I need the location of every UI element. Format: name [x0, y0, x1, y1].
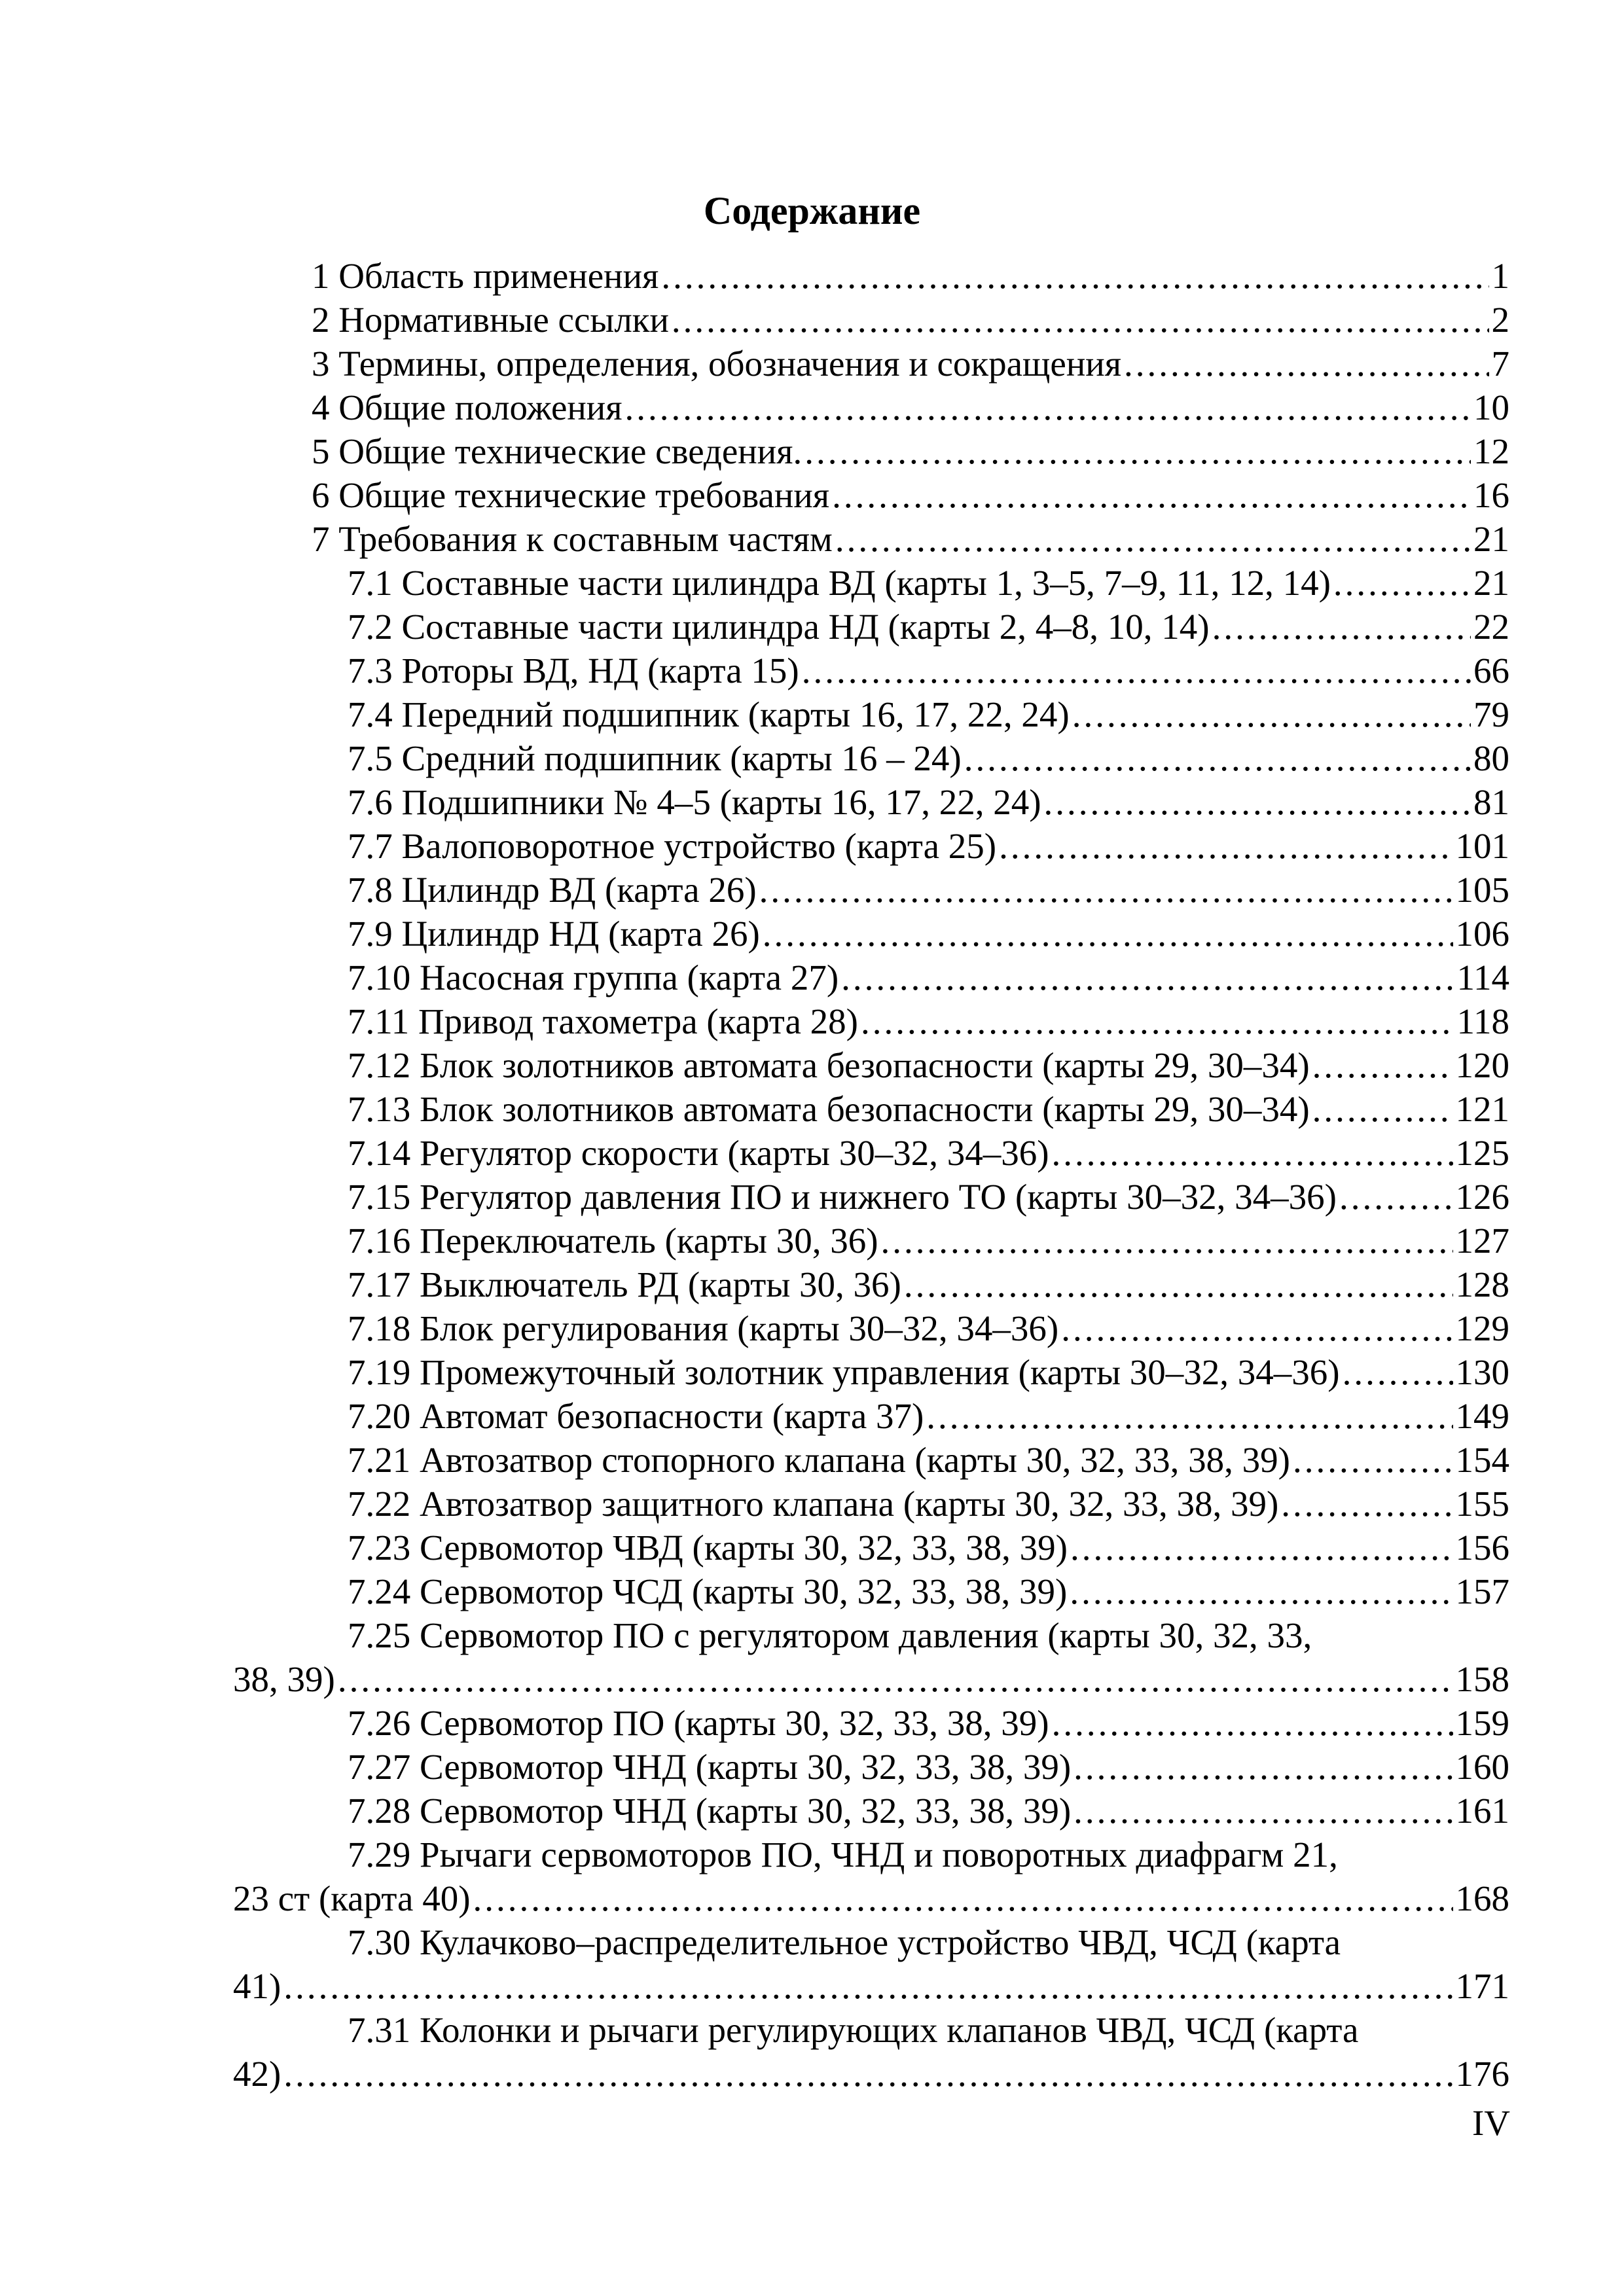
- toc-entry-title: 7.22 Автозатвор защитного клапана (карты 30, 32, 33, 38, 39): [348, 1484, 1279, 1524]
- toc-entry-title: 2 Нормативные ссылки: [312, 300, 669, 340]
- dot-leader: [835, 517, 1471, 561]
- toc-entry: [233, 298, 1509, 342]
- toc-subentry: [233, 1438, 1509, 1482]
- toc-entry-title: 7.17 Выключатель РД (карты 30, 36): [348, 1265, 901, 1304]
- toc-subentry: [233, 1306, 1509, 1350]
- dot-leader: [804, 429, 1471, 473]
- dot-leader: [283, 1964, 1453, 2008]
- dot-leader: [1044, 780, 1471, 824]
- toc-entry-page: 22: [1473, 607, 1509, 647]
- toc-entry-title: 4 Общие положения: [312, 387, 623, 427]
- toc-entry: [233, 429, 1509, 473]
- toc-entry-page: 101: [1455, 826, 1509, 866]
- toc-entry-title: 7.25 Сервомотор ПО с регулятором давления (карты 30, 32, 33,: [348, 1615, 1312, 1655]
- toc-entry-title: 7.4 Передний подшипник (карты 16, 17, 22, 24): [348, 694, 1070, 734]
- toc-subentry: [233, 1394, 1509, 1438]
- toc-entry-title: 6 Общие технические требования: [312, 475, 830, 515]
- toc-subentry: [233, 1833, 1509, 1876]
- toc-entry-page: 21: [1473, 563, 1509, 603]
- toc-subentry: [233, 1175, 1509, 1219]
- toc-subentry: [233, 1043, 1509, 1087]
- toc-subentry: [233, 780, 1509, 824]
- toc-entry: [233, 342, 1509, 386]
- dot-leader: [904, 1263, 1453, 1306]
- toc-entry-title: 7.10 Насосная группа (карта 27): [348, 958, 839, 997]
- toc-entry-page: 160: [1455, 1747, 1509, 1787]
- toc-entry-title: 7.23 Сервомотор ЧВД (карты 30, 32, 33, 38, 39): [348, 1528, 1068, 1568]
- toc-entry: [233, 386, 1509, 429]
- toc-subentry: [233, 1745, 1509, 1789]
- toc-subentry: [233, 1613, 1509, 1657]
- dot-leader: [1212, 605, 1471, 649]
- toc-entry-title: 7.11 Привод тахометра (карта 28): [348, 1001, 858, 1041]
- toc-entry-page: 157: [1455, 1571, 1509, 1611]
- dot-leader: [1312, 1043, 1453, 1087]
- toc-entry-page: 106: [1455, 914, 1509, 954]
- page-title: Содержание: [703, 189, 921, 232]
- toc-entry-page: 16: [1473, 475, 1509, 515]
- dot-leader: [473, 1876, 1453, 1920]
- toc-entry-page: 114: [1456, 958, 1509, 997]
- toc-entry-page: 2: [1491, 300, 1509, 340]
- toc-entry-title: 7.14 Регулятор скорости (карты 30–32, 34–36): [348, 1133, 1049, 1173]
- dot-leader: [1072, 692, 1471, 736]
- toc-entry-title: 7.5 Средний подшипник (карты 16 – 24): [348, 738, 962, 778]
- dot-leader: [1061, 1306, 1453, 1350]
- dot-leader: [763, 912, 1453, 956]
- toc-entry-page: 176: [1455, 2054, 1509, 2094]
- toc-subentry: [233, 999, 1509, 1043]
- toc-entry-title: 7.31 Колонки и рычаги регулирующих клапанов ЧВД, ЧСД (карта: [348, 2010, 1359, 2050]
- toc-entry-title: 7 Требования к составным частям: [312, 519, 833, 559]
- toc-entry-title: 7.28 Сервомотор ЧНД (карты 30, 32, 33, 38, 39): [348, 1791, 1072, 1831]
- toc-subentry: [233, 1526, 1509, 1570]
- toc-subentry: [233, 1701, 1509, 1745]
- dot-leader: [1074, 1745, 1453, 1789]
- toc-entry-page: 121: [1455, 1089, 1509, 1129]
- toc-subentry: [233, 1350, 1509, 1394]
- toc-subentry: [233, 1087, 1509, 1131]
- toc-entry-title: 7.15 Регулятор давления ПО и нижнего ТО (карты 30–32, 34–36): [348, 1177, 1337, 1217]
- dot-leader: [1070, 1570, 1453, 1613]
- toc-entry-title: 7.20 Автомат безопасности (карта 37): [348, 1396, 924, 1436]
- toc-subentry: [233, 1570, 1509, 1613]
- toc-entry-title-continuation: 23 ст (карта 40): [233, 1878, 471, 1918]
- toc-subentry: [233, 649, 1509, 692]
- dot-leader: [1343, 1350, 1453, 1394]
- dot-leader: [1312, 1087, 1453, 1131]
- dot-leader: [881, 1219, 1453, 1263]
- toc-subentry: [233, 1482, 1509, 1526]
- toc-entry-page: 118: [1456, 1001, 1509, 1041]
- toc-entry-title: 7.21 Автозатвор стопорного клапана (карты 30, 32, 33, 38, 39): [348, 1440, 1290, 1480]
- toc-entry-page: 161: [1455, 1791, 1509, 1831]
- toc-entry-page: 158: [1455, 1659, 1509, 1699]
- dot-leader: [1052, 1701, 1453, 1745]
- dot-leader: [1070, 1526, 1453, 1570]
- toc-subentry: [233, 956, 1509, 999]
- toc-entry: [233, 473, 1509, 517]
- toc-entry-title: 7.26 Сервомотор ПО (карты 30, 32, 33, 38, 39): [348, 1703, 1049, 1743]
- toc-entry-title: 3 Термины, определения, обозначения и сокращения: [312, 344, 1121, 384]
- dot-leader: [999, 824, 1453, 868]
- toc-entry-title: 7.9 Цилиндр НД (карта 26): [348, 914, 760, 954]
- toc-subentry: [233, 1219, 1509, 1263]
- toc-entry: [233, 254, 1509, 298]
- toc-entry-title: 7.16 Переключатель (карты 30, 36): [348, 1221, 878, 1261]
- toc-entry-page: 159: [1455, 1703, 1509, 1743]
- dot-leader: [759, 868, 1453, 912]
- toc-entry-page: 149: [1455, 1396, 1509, 1436]
- toc-entry-page: 7: [1491, 344, 1509, 384]
- toc-subentry: [233, 824, 1509, 868]
- toc-entry-title: 7.2 Составные части цилиндра НД (карты 2, 4–8, 10, 14): [348, 607, 1210, 647]
- toc-subentry-continuation: [233, 1657, 1509, 1701]
- toc-entry-page: 129: [1455, 1308, 1509, 1348]
- toc-entry-title-continuation: 41): [233, 1966, 281, 2006]
- toc-entry-page: 127: [1455, 1221, 1509, 1261]
- toc-entry-title: 5 Общие технические сведения.: [312, 431, 803, 471]
- toc-entry-page: 120: [1455, 1045, 1509, 1085]
- dot-leader: [1293, 1438, 1453, 1482]
- dot-leader: [1124, 342, 1489, 386]
- table-of-contents: [233, 254, 1509, 2096]
- dot-leader: [861, 999, 1454, 1043]
- toc-entry-page: 126: [1455, 1177, 1509, 1217]
- dot-leader: [802, 649, 1471, 692]
- toc-entry-page: 125: [1455, 1133, 1509, 1173]
- toc-entry-title-continuation: 42): [233, 2054, 281, 2094]
- dot-leader: [625, 386, 1471, 429]
- dot-leader: [926, 1394, 1453, 1438]
- toc-entry-title: 7.19 Промежуточный золотник управления (карты 30–32, 34–36): [348, 1352, 1340, 1392]
- toc-subentry-continuation: [233, 1964, 1509, 2008]
- toc-entry-title: 7.12 Блок золотников автомата безопасности (карты 29, 30–34): [348, 1045, 1310, 1085]
- toc-entry-page: 128: [1455, 1265, 1509, 1304]
- dot-leader: [964, 736, 1471, 780]
- toc-entry-title: 7.27 Сервомотор ЧНД (карты 30, 32, 33, 38, 39): [348, 1747, 1072, 1787]
- toc-entry-page: 171: [1455, 1966, 1509, 2006]
- toc-entry-title: 7.3 Роторы ВД, НД (карта 15): [348, 651, 799, 691]
- dot-leader: [672, 298, 1489, 342]
- dot-leader: [1052, 1131, 1453, 1175]
- toc-entry-page: 155: [1455, 1484, 1509, 1524]
- toc-subentry: [233, 1263, 1509, 1306]
- toc-entry-page: 80: [1473, 738, 1509, 778]
- dot-leader: [1339, 1175, 1453, 1219]
- page-number: IV: [1471, 2103, 1510, 2143]
- toc-entry-page: 168: [1455, 1878, 1509, 1918]
- dot-leader: [1074, 1789, 1453, 1833]
- toc-entry-page: 154: [1455, 1440, 1509, 1480]
- dot-leader: [1281, 1482, 1453, 1526]
- toc-subentry: [233, 692, 1509, 736]
- toc-subentry-continuation: [233, 1876, 1509, 1920]
- dot-leader: [338, 1657, 1453, 1701]
- toc-subentry: [233, 1920, 1509, 1964]
- dot-leader: [841, 956, 1454, 999]
- toc-entry-page: 21: [1473, 519, 1509, 559]
- dot-leader: [283, 2052, 1453, 2096]
- toc-entry-title: 7.18 Блок регулирования (карты 30–32, 34–36): [348, 1308, 1059, 1348]
- toc-entry-page: 105: [1455, 870, 1509, 910]
- toc-entry-page: 81: [1473, 782, 1509, 822]
- toc-subentry: [233, 912, 1509, 956]
- toc-subentry: [233, 1789, 1509, 1833]
- toc-entry-page: 10: [1473, 387, 1509, 427]
- toc-subentry: [233, 605, 1509, 649]
- toc-entry-title: 7.24 Сервомотор ЧСД (карты 30, 32, 33, 38, 39): [348, 1571, 1068, 1611]
- toc-entry-title: 7.1 Составные части цилиндра ВД (карты 1, 3–5, 7–9, 11, 12, 14): [348, 563, 1331, 603]
- toc-subentry-continuation: [233, 2052, 1509, 2096]
- toc-entry-page: 66: [1473, 651, 1509, 691]
- toc-subentry: [233, 1131, 1509, 1175]
- toc-entry-page: 12: [1473, 431, 1509, 471]
- toc-entry-title-continuation: 38, 39): [233, 1659, 335, 1699]
- toc-entry-page: 79: [1473, 694, 1509, 734]
- toc-entry-title: 1 Область применения: [312, 256, 659, 296]
- toc-entry-page: 156: [1455, 1528, 1509, 1568]
- dot-leader: [661, 254, 1489, 298]
- toc-entry-page: 1: [1491, 256, 1509, 296]
- toc-entry-title: 7.7 Валоповоротное устройство (карта 25): [348, 826, 997, 866]
- toc-entry-title: 7.30 Кулачково–распределительное устройство ЧВД, ЧСД (карта: [348, 1922, 1341, 1962]
- toc-entry-title: 7.13 Блок золотников автомата безопасности (карты 29, 30–34): [348, 1089, 1310, 1129]
- toc-entry-title: 7.29 Рычаги сервомоторов ПО, ЧНД и поворотных диафрагм 21,: [348, 1835, 1338, 1874]
- toc-subentry: [233, 868, 1509, 912]
- toc-entry: [233, 517, 1509, 561]
- toc-subentry: [233, 736, 1509, 780]
- toc-entry-page: 130: [1455, 1352, 1509, 1392]
- toc-entry-title: 7.8 Цилиндр ВД (карта 26): [348, 870, 757, 910]
- toc-subentry: [233, 561, 1509, 605]
- toc-subentry: [233, 2008, 1509, 2052]
- dot-leader: [832, 473, 1471, 517]
- toc-entry-title: 7.6 Подшипники № 4–5 (карты 16, 17, 22, 24): [348, 782, 1041, 822]
- dot-leader: [1333, 561, 1471, 605]
